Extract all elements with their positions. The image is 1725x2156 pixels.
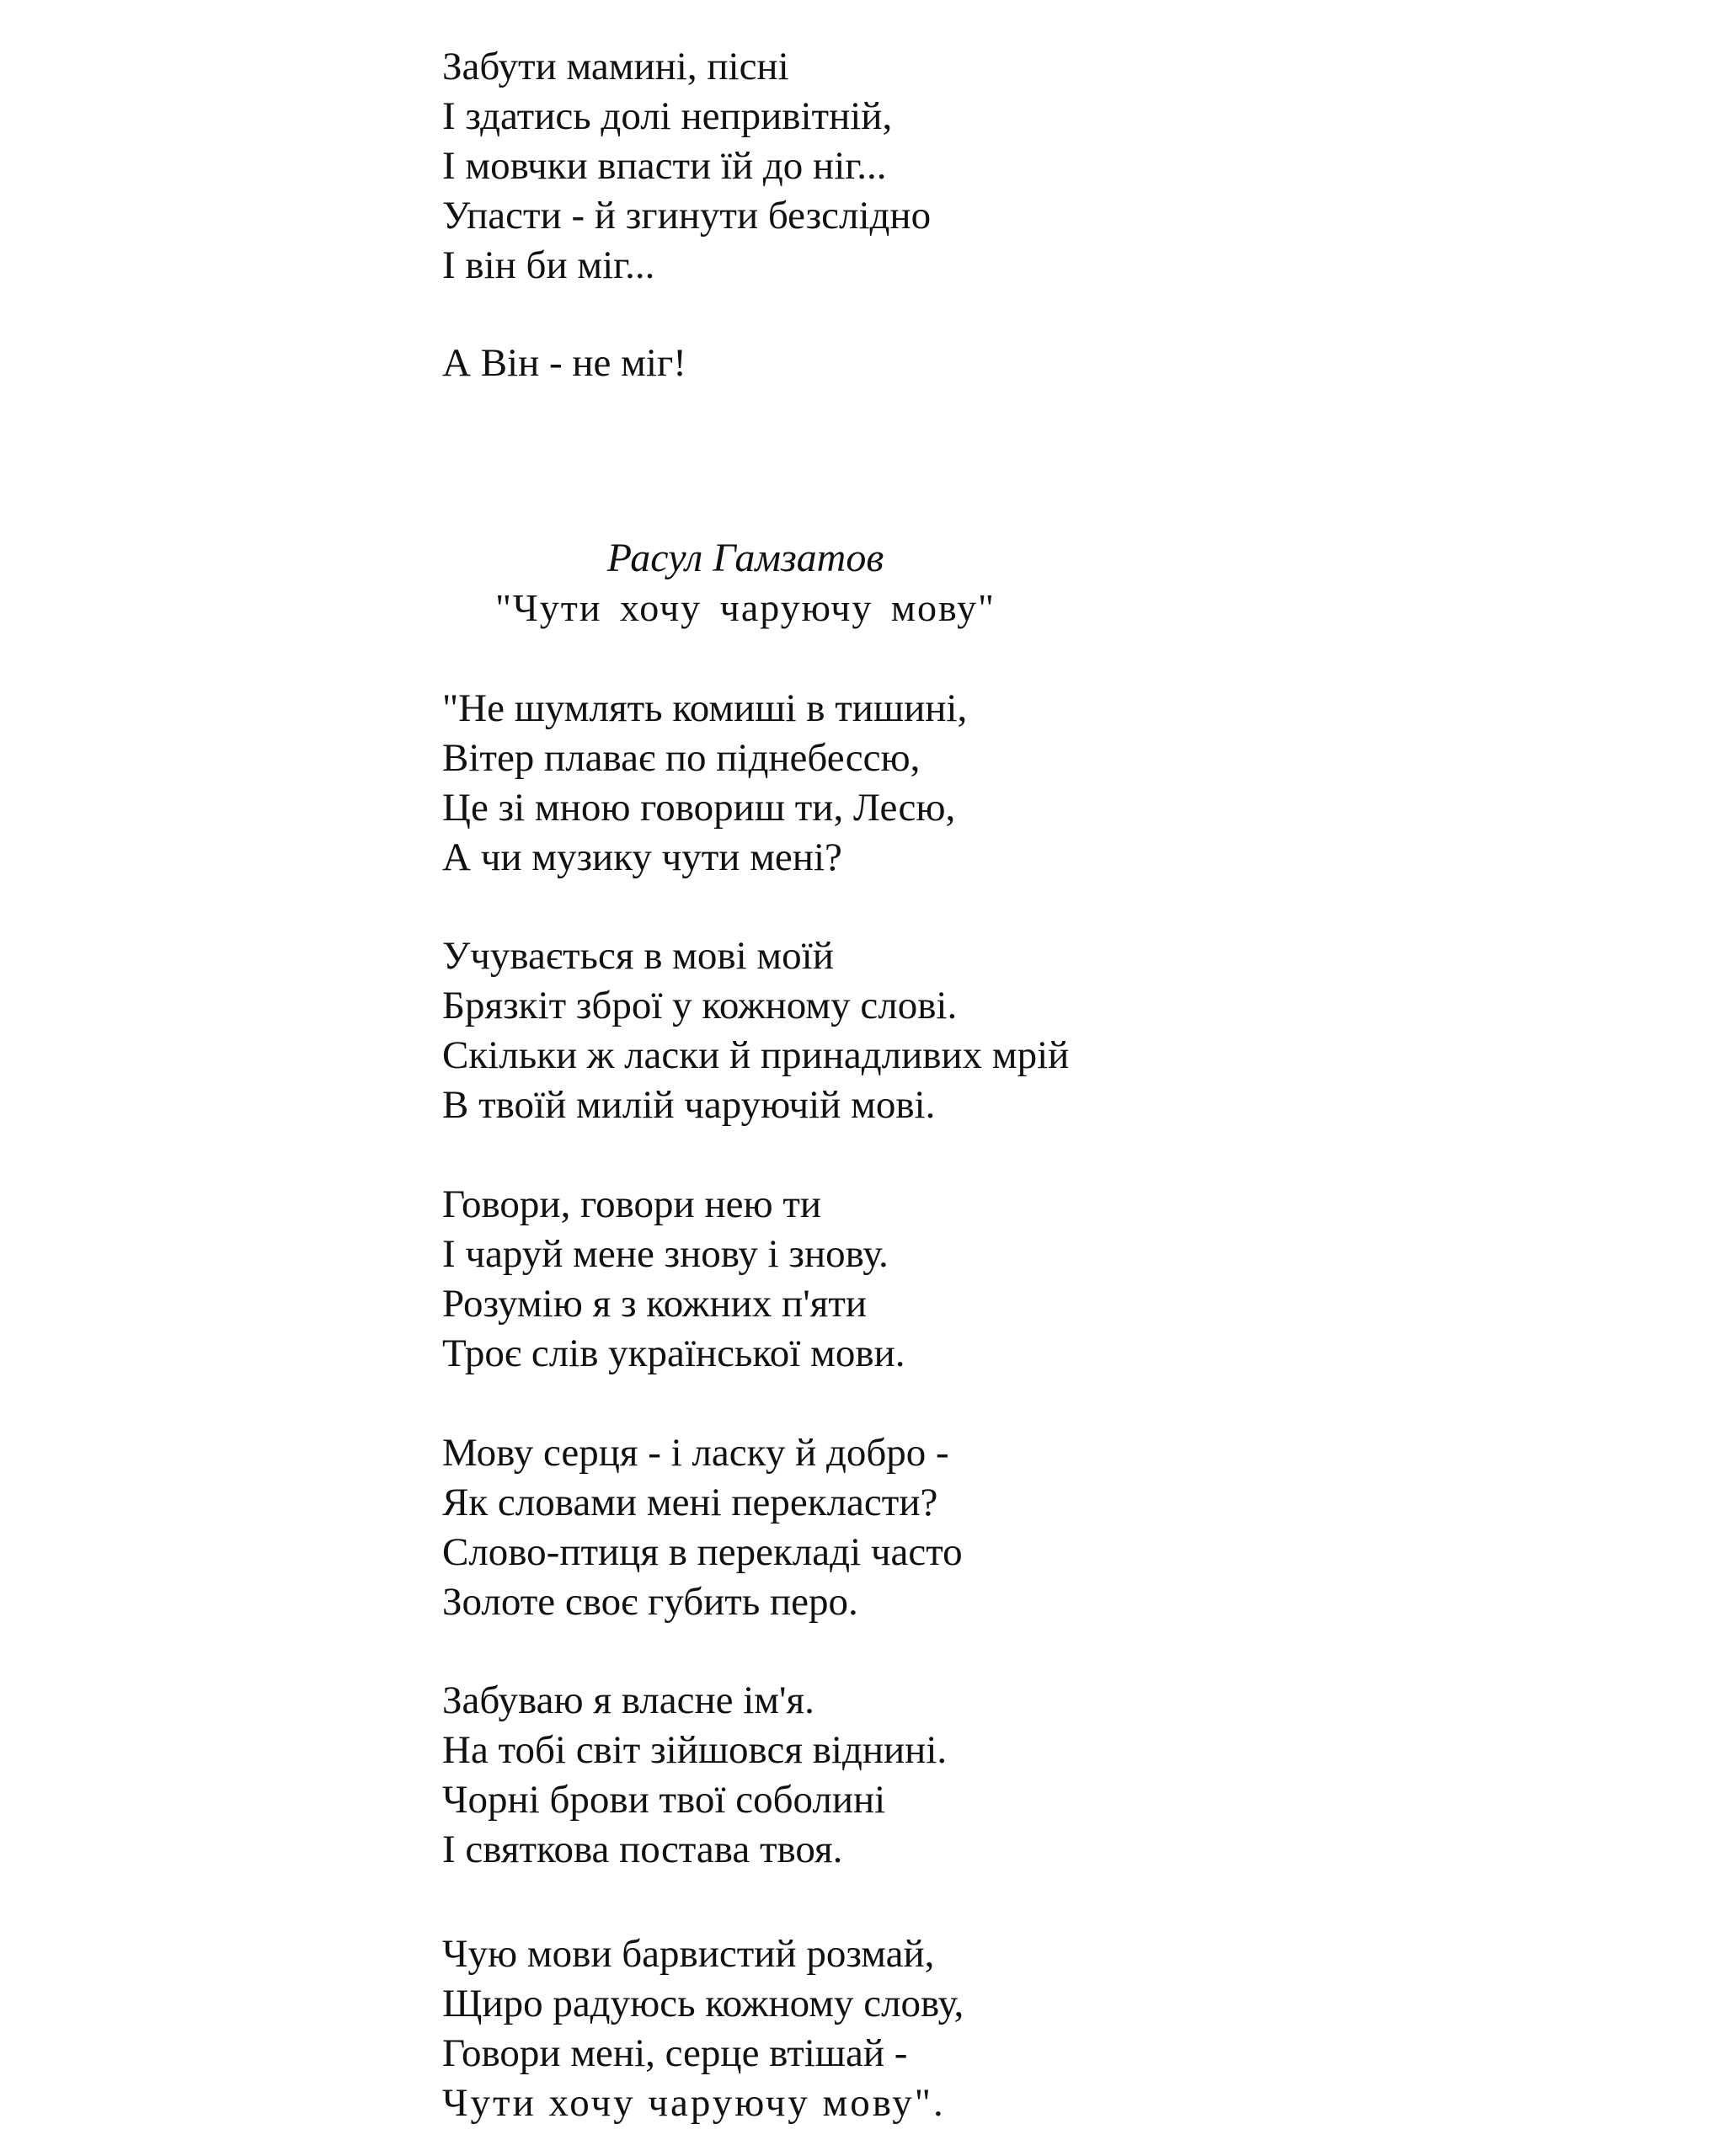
poem-line: І чаруй мене знову і знову. — [442, 1232, 889, 1276]
poem-line: Забуваю я власне ім'я. — [442, 1678, 814, 1722]
poem-line: Чорні брови твої соболині — [442, 1778, 886, 1822]
poem-line: І здатись долі непривітній, — [442, 94, 893, 138]
poem-line: Золоте своє губить перо. — [442, 1580, 858, 1624]
poem2-stanza-6 — [442, 1929, 964, 2128]
poem2-stanza-3 — [442, 1180, 905, 1379]
poem-line: Говори, говори нею ти — [442, 1182, 822, 1226]
poem-author: Расул Гамзатов — [606, 536, 884, 580]
poem-line: І він би міг... — [442, 243, 655, 287]
poem-line: Це зі мною говориш ти, Лесю, — [442, 786, 956, 830]
poem2-stanza-2 — [442, 931, 1069, 1130]
poem2-stanza-5 — [442, 1676, 947, 1875]
poem-line: Розумію я з кожних п'яти — [442, 1282, 868, 1326]
poem-line: Говори мені, серце втішай - — [442, 2031, 908, 2075]
poem-line: На тобі світ зійшовся віднині. — [442, 1728, 948, 1772]
poem2-stanza-4 — [442, 1428, 963, 1627]
poem-line: А чи музику чути мені? — [442, 835, 842, 879]
poem-line: Як словами мені перекласти? — [442, 1481, 938, 1524]
poem-line: Мову серця - і ласку й добро - — [442, 1431, 949, 1475]
poem-line: І святкова постава твоя. — [442, 1828, 843, 1871]
poem-line: В твоїй милій чаруючій мові. — [442, 1083, 936, 1127]
poem-line: Забути мамині, пісні — [442, 45, 789, 88]
poem-final-line: А Він - не міг! — [442, 341, 686, 385]
poem-title: "Чути хочу чаруючу мову" — [495, 586, 996, 629]
poem-line: Щиро радуюсь кожному слову, — [442, 1982, 964, 2025]
poem-line: "Не шумлять комиші в тишині, — [442, 686, 968, 730]
poem2-heading — [442, 533, 1049, 632]
poem1-stanza — [442, 42, 931, 291]
poem2-stanza-1 — [442, 684, 967, 883]
poem-line: Брязкіт зброї у кожному слові. — [442, 984, 958, 1027]
poem-line: Упасти - й згинути безслідно — [442, 194, 932, 237]
poem-line: Скільки ж ласки й принадливих мрій — [442, 1033, 1070, 1077]
poem-line: Слово-птиця в перекладі часто — [442, 1530, 963, 1574]
poem-line: Троє слів української мови. — [442, 1331, 905, 1375]
poem-line: Чути хочу чаруючу мову". — [442, 2081, 946, 2125]
poem1-final — [442, 339, 686, 388]
poem-line: Вітер плаває по піднебессю, — [442, 736, 921, 780]
poem-line: Учувається в мові моїй — [442, 934, 834, 978]
poem-line: І мовчки впасти їй до ніг... — [442, 144, 887, 188]
poem-line: Чую мови барвистий розмай, — [442, 1932, 935, 1976]
